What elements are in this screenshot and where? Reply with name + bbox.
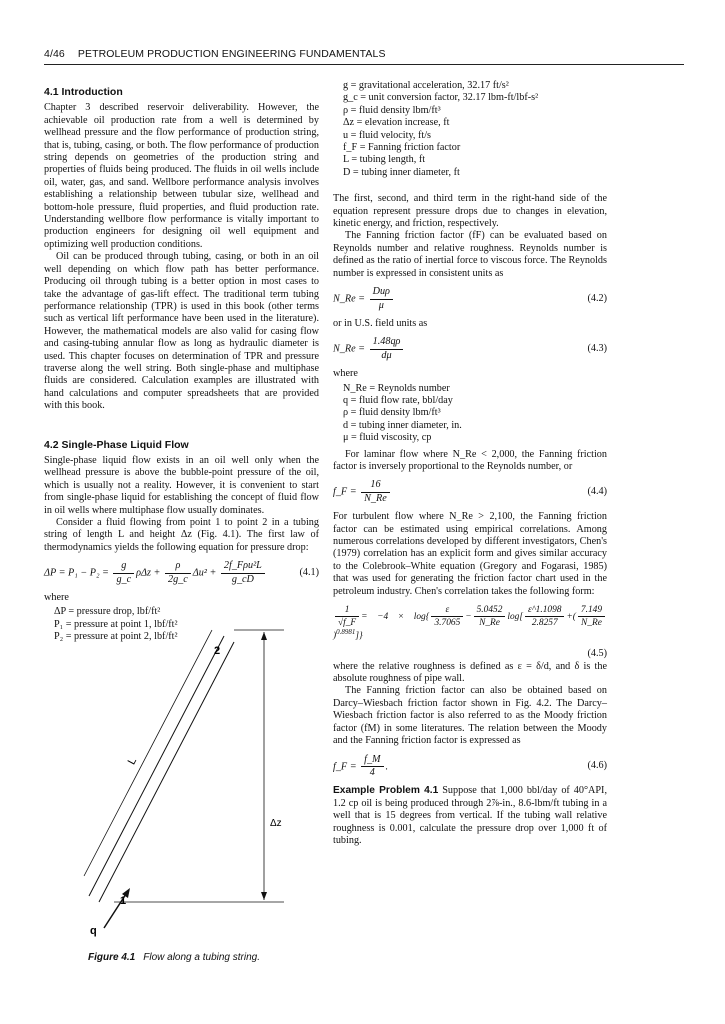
variable-definition: ρ = fluid density lbm/ft³ (343, 407, 441, 419)
variable-definition: Δz = elevation increase, ft (343, 117, 450, 129)
eq43-frac: $\frac{1.48q\rho}{d\mu}$ (370, 336, 404, 362)
right-paragraph-2: The Fanning friction factor (fF) can be evaluated based on Reynolds number and relative roughness. Reynolds number is defined as the ratio of inertial force to viscous force. The Reynolds number is expressed in consistent units as (333, 230, 607, 279)
where-label-1: where (44, 592, 69, 604)
eq41-frac-1: $\frac{g}{g\_c}$ (113, 560, 134, 586)
figure-4-1-diagram (44, 628, 319, 968)
sec41-paragraph-1: Chapter 3 described reservoir deliverability. However, the achievable oil production rate from a well is determined by wellhead pressure and the flow performance of production string, that is, tubing, casing, or both. The flow performance of production string depends on geometries of the production string and properties of fluids being produced. The fluids in oil wells include oil, water, gas, and sand. Wellbore performance analysis involves establishing a relationship between tubular size, wellhead and bottom-hole pressure, fluid properties, and fluid production rate. Understanding wellbore flow performance is vitally important to production engineers for designing oil well equipment and optimizing well production conditions. (44, 102, 319, 250)
eq44-lhs: f_F = (333, 486, 357, 498)
variable-definition: μ = fluid viscosity, cp (343, 432, 432, 444)
eq41-term-1: ρΔz + (136, 567, 161, 579)
eq45-frac-b: $\frac{5.0452}{N\_Re}$ (474, 604, 506, 630)
field-units-text: or in U.S. field units as (333, 317, 428, 329)
section-4-1-heading: 4.1 Introduction (44, 86, 123, 98)
flow-q-label: q (90, 925, 97, 937)
height-dz-label: Δz (270, 818, 282, 829)
eq45-mid: = −4 × log (361, 612, 426, 623)
variable-definition: N_Re = Reynolds number (343, 382, 450, 394)
tubing-wall-left (89, 636, 224, 896)
equation-4-4 (333, 479, 607, 505)
point-1-label: 1 (120, 895, 127, 907)
variable-definition: q = fluid flow rate, bbl/day (343, 394, 453, 406)
sec41-paragraph-2: Oil can be produced through tubing, casing, or both in an oil well depending on which flow path has better performance. Producing oil through tubing is a better option in most cases to take the advantage of gas-lift effect. The traditional term tubing performance relationship (TPR) is used in this book (other terms such as vertical lift performance have been used in the literature). However, the mathematical models are also valid for casing flow and casing-tubing annular flow as long as hydraulic diameter is used. This chapter focuses on determination of TPR and pressure traverse along the well string. Both single-phase and multiphase fluids are considered. Calculation examples are illustrated with hand calculations and computer spreadsheets that are provided with this book. (44, 251, 319, 412)
eq42-frac: $\frac{\text{Duρ}}{\mu}$ (370, 286, 393, 312)
variable-list-3 (343, 383, 607, 445)
right-paragraph-5: where the relative roughness is defined as ε = δ/d, and δ is the absolute roughness of pipe wall. (333, 660, 607, 685)
eq43-number: (4.3) (587, 343, 607, 355)
eq42-number: (4.2) (587, 292, 607, 304)
right-paragraph-3: For laminar flow where N_Re < 2,000, the Fanning friction factor is inversely proportional to the Reynolds number, or (333, 448, 607, 472)
equation-4-3 (333, 336, 607, 362)
variable-definition: L = tubing length, ft (343, 154, 426, 166)
eq41-frac-3: $\frac{\text{2f\_Fρu²L}}{g\_cD}$ (221, 560, 265, 586)
eq42-lhs: N_Re = (333, 293, 366, 305)
sec42-paragraph-1: Single-phase liquid flow exists in an oil well only when the wellhead pressure is above the bubble-point pressure of the oil, which is usually not a reality. However, it is convenient to start from single-phase liquid for establishing the concept of fluid flow in oil wells where multiphase flow usually dominates. (44, 454, 319, 516)
caption-text: Flow along a tubing string. (143, 952, 260, 963)
dz-arrow-top (261, 632, 267, 640)
left-column (44, 80, 319, 648)
eq45-frac-a: $\frac{\varepsilon}{3.7065}$ (431, 604, 463, 630)
eq41-lhs: ΔP = P₁ − P₂ = (44, 567, 109, 579)
eq45-log: log (507, 612, 520, 623)
point-2-label: 2 (214, 645, 221, 657)
variable-definition: P₁ = pressure at point 1, lbf/ft² (54, 618, 178, 630)
equation-4-2 (333, 286, 607, 312)
example-label: Example Problem 4.1 (333, 785, 439, 797)
variable-definition: d = tubing inner diameter, in. (343, 419, 462, 431)
variable-definition: u = fluid velocity, ft/s (343, 129, 431, 141)
header-rule (44, 64, 684, 65)
variable-list-2 (343, 80, 607, 179)
example-problem (333, 785, 607, 847)
running-title: PETROLEUM PRODUCTION ENGINEERING FUNDAMENTALS (77, 48, 386, 60)
eq44-frac: $\frac{16}{N\_Re}$ (361, 479, 390, 505)
variable-definition: ΔP = pressure drop, lbf/ft² (54, 606, 161, 618)
tubing-wall-right (99, 642, 234, 902)
equation-4-5: $\frac{1}{√f\_F}$ = −4 × log{ $\frac{\varepsilon}{3.7065}$ − $\frac{5.0452}{N\_Re}$ log[ $\frac{\varepsilon\^{}1.1098}{2.8257}$ +( $\frac{7.149}{N\_Re}$ )$^{0.8981}$]} (333, 604, 607, 642)
equation-4-1 (44, 560, 319, 586)
eq43-lhs: N_Re = (333, 343, 366, 355)
equation-4-6: f_F = $\frac{f\_M}{4}$ . (4.6) (333, 753, 607, 778)
example-text: Suppose that 1,000 bbl/day of 40°API, 1.2 cp oil is being produced through 2⅞-in., 8.6-lbm/ft tubing in a well that is 15 degrees from vertical. If the tubing wall relative roughness is 0.001, calculate the pressure drop over 1,000 ft of tubing. (333, 785, 607, 846)
section-4-2-heading: 4.2 Single-Phase Liquid Flow (44, 438, 189, 451)
running-header (44, 48, 684, 60)
variable-definition: f_F = Fanning friction factor (343, 142, 461, 154)
eq41-term-2: Δu² + (192, 567, 217, 579)
variable-definition: g_c = unit conversion factor, 32.17 lbm-ft/lbf-s² (343, 92, 539, 104)
right-paragraph-1: The first, second, and third term in the right-hand side of the equation represent pressure drops due to changes in elevation, kinetic energy, and friction, respectively. (333, 193, 607, 230)
right-paragraph-4: For turbulent flow where N_Re > 2,100, the Fanning friction factor can be estimated using empirical correlations. Among numerous correlations developed by different investigators, Chen's (1979) correlation has an explicit form and gives similar accuracy to the Colebrook–White equation (Gregory and Fogarasi, 1985) that was used for generating the friction factor chart used in the petroleum industry. Chen's correlation takes the following form: (333, 511, 607, 597)
right-paragraph-6: The Fanning friction factor can also be obtained based on Darcy–Wiesbach friction factor shown in Fig. 4.2. The Darcy–Wiesbach friction factor is also referred to as the Moody friction factor (fM) in some literatures. The relation between the Moody and the Fanning friction factor is expressed as (333, 685, 607, 747)
eq44-number: (4.4) (587, 486, 607, 498)
eq41-number: (4.1) (299, 566, 319, 578)
variable-definition: ρ = fluid density lbm/ft³ (343, 104, 441, 116)
eq45-exponent: 0.8981 (336, 627, 356, 636)
eq45-frac-d: $\frac{7.149}{N\_Re}$ (578, 604, 605, 630)
right-column (333, 80, 607, 847)
dz-arrow-bottom (261, 892, 267, 900)
caption-label: Figure 4.1 (88, 952, 136, 963)
variable-definition: P₂ = pressure at point 2, lbf/ft² (54, 631, 178, 643)
length-L-label: L (125, 755, 140, 767)
eq46-lhs: f_F = (333, 760, 357, 772)
eq46-frac: $\frac{f\_M}{4}$ (361, 754, 383, 780)
eq45-frac-c: $\frac{\varepsilon\^{}1.1098}{2.8257}$ (525, 604, 564, 630)
eq46-number: (4.6) (587, 760, 607, 772)
length-dimension-line (84, 630, 212, 876)
page-number: 4/46 (44, 48, 65, 60)
sec42-paragraph-2: Consider a fluid flowing from point 1 to point 2 in a tubing string of length L and height Δz (Fig. 4.1). The first law of thermodynamics yields the following equation for pressure drop: (44, 517, 319, 553)
variable-definition: D = tubing inner diameter, ft (343, 166, 460, 178)
eq41-frac-2: $\frac{\rho}{2g\_c}$ (165, 560, 191, 586)
eq45-number: (4.5) (587, 648, 607, 660)
where-label-2: where (333, 368, 358, 380)
eq45-lhs-frac: $\frac{1}{√f\_F}$ (335, 604, 359, 630)
variable-definition: g = gravitational acceleration, 32.17 ft/s² (343, 80, 509, 91)
figure-caption (88, 952, 260, 963)
